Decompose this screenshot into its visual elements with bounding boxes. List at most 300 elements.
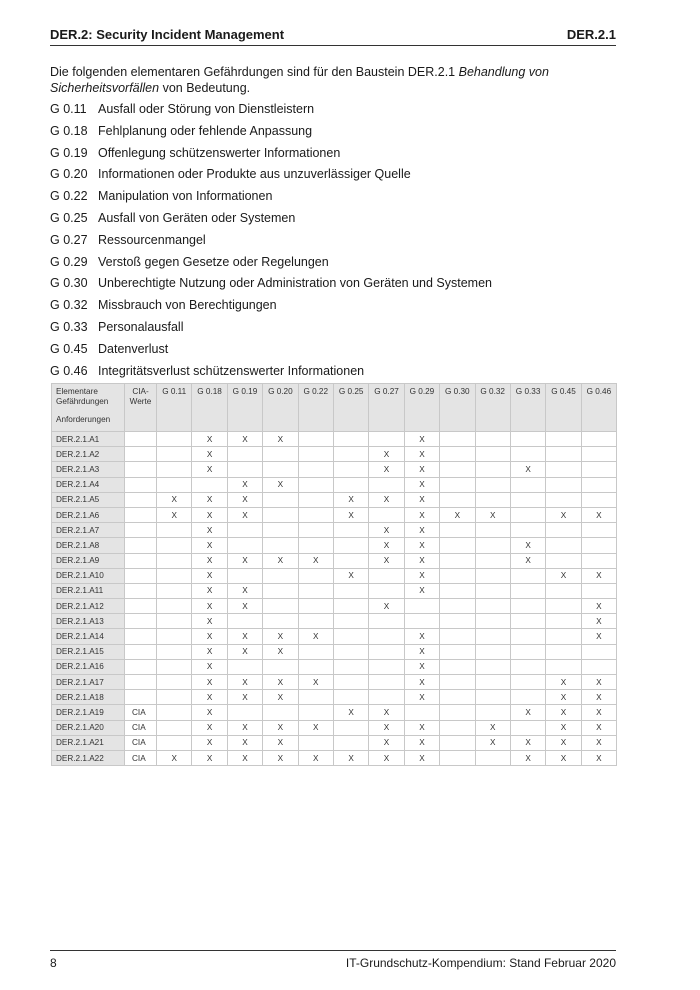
empty-cell [263,447,298,462]
empty-cell [475,492,510,507]
mark-cell: X [510,750,545,765]
threat-item [50,273,620,295]
empty-cell [263,507,298,522]
threat-code: G 0.33 [50,319,88,334]
mark-cell: X [546,720,581,735]
mark-cell: X [192,553,227,568]
empty-cell [510,523,545,538]
empty-cell [157,644,192,659]
threat-column-header: G 0.19 [227,384,262,432]
mark-cell: X [227,492,262,507]
mark-cell: X [333,507,368,522]
mark-cell: X [333,492,368,507]
mark-cell: X [369,538,404,553]
empty-cell [440,447,475,462]
table-row [52,599,617,614]
mark-cell: X [581,507,616,522]
requirement-id-cell: DER.2.1.A17 [52,675,125,690]
empty-cell [157,735,192,750]
threat-label: Ressourcenmangel [98,232,206,247]
empty-cell [263,568,298,583]
empty-cell [333,690,368,705]
mark-cell: X [369,523,404,538]
empty-cell [263,492,298,507]
mark-cell: X [192,705,227,720]
empty-cell [157,477,192,492]
empty-cell [333,659,368,674]
mark-cell: X [404,462,439,477]
mark-cell: X [581,750,616,765]
empty-cell [475,644,510,659]
threat-item [50,317,620,339]
empty-cell [298,659,333,674]
mark-cell: X [192,523,227,538]
threat-code: G 0.25 [50,210,88,225]
empty-cell [510,447,545,462]
empty-cell [546,553,581,568]
mark-cell: X [404,553,439,568]
empty-cell [440,644,475,659]
empty-cell [475,447,510,462]
mark-cell: X [404,735,439,750]
empty-cell [546,538,581,553]
empty-cell [369,568,404,583]
empty-cell [510,583,545,598]
mark-cell: X [510,462,545,477]
empty-cell [440,432,475,447]
empty-cell [546,477,581,492]
table-row [52,553,617,568]
empty-cell [510,720,545,735]
empty-cell [157,523,192,538]
empty-cell [263,583,298,598]
empty-cell [298,507,333,522]
mark-cell: X [546,705,581,720]
empty-cell [510,690,545,705]
empty-cell [440,675,475,690]
threat-item [50,143,620,165]
table-row [52,705,617,720]
empty-cell [581,583,616,598]
empty-cell [510,659,545,674]
threat-code: G 0.18 [50,123,88,138]
empty-cell [333,644,368,659]
empty-cell [298,644,333,659]
threat-code: G 0.46 [50,363,88,378]
threat-code: G 0.11 [50,102,87,116]
empty-cell [298,705,333,720]
empty-cell [546,659,581,674]
requirement-id-cell: DER.2.1.A1 [52,432,125,447]
mark-cell: X [192,675,227,690]
mark-cell: X [157,750,192,765]
mark-cell: X [404,568,439,583]
mark-cell: X [581,629,616,644]
mark-cell: X [157,492,192,507]
cia-value-cell [125,492,157,507]
empty-cell [510,477,545,492]
threat-label: Informationen oder Produkte aus unzuverlässiger Quelle [98,167,411,182]
cia-value-cell [125,462,157,477]
mark-cell: X [227,720,262,735]
requirement-id-cell: DER.2.1.A21 [52,735,125,750]
cia-value-cell [125,553,157,568]
mark-cell: X [263,432,298,447]
empty-cell [475,690,510,705]
empty-cell [298,583,333,598]
mark-cell: X [475,507,510,522]
requirement-id-cell: DER.2.1.A6 [52,507,125,522]
table-row [52,507,617,522]
mark-cell: X [227,507,262,522]
mark-cell: X [510,538,545,553]
empty-cell [333,477,368,492]
empty-cell [298,614,333,629]
mark-cell: X [192,735,227,750]
threat-column-header: G 0.45 [546,384,581,432]
mark-cell: X [192,644,227,659]
empty-cell [440,750,475,765]
mark-cell: X [404,538,439,553]
mark-cell: X [369,705,404,720]
mark-cell: X [298,720,333,735]
requirement-id-cell: DER.2.1.A19 [52,705,125,720]
table-row [52,644,617,659]
mark-cell: X [192,614,227,629]
empty-cell [369,477,404,492]
empty-cell [510,629,545,644]
empty-cell [157,614,192,629]
empty-cell [475,523,510,538]
empty-cell [475,614,510,629]
empty-cell [333,583,368,598]
threat-label: Personalausfall [98,319,184,334]
empty-cell [227,614,262,629]
mark-cell: X [227,599,262,614]
empty-cell [546,492,581,507]
cia-header-line1: CIA- [132,387,149,396]
threat-column-header: G 0.46 [581,384,616,432]
threat-label: Integritätsverlust schützenswerter Informationen [98,363,365,378]
mark-cell: X [546,735,581,750]
empty-cell [157,720,192,735]
empty-cell [298,462,333,477]
mark-cell: X [298,629,333,644]
empty-cell [157,599,192,614]
mark-cell: X [192,750,227,765]
empty-cell [333,538,368,553]
threat-item [50,99,620,121]
empty-cell [475,568,510,583]
requirement-id-cell: DER.2.1.A11 [52,583,125,598]
requirement-id-cell: DER.2.1.A14 [52,629,125,644]
mark-cell: X [581,690,616,705]
threat-code: G 0.45 [50,341,88,356]
empty-cell [581,644,616,659]
mark-cell: X [263,644,298,659]
mark-cell: X [227,629,262,644]
empty-cell [369,614,404,629]
empty-cell [369,583,404,598]
empty-cell [157,705,192,720]
threat-column-header: G 0.11 [157,384,192,432]
empty-cell [510,614,545,629]
empty-cell [510,675,545,690]
empty-cell [440,477,475,492]
empty-cell [581,447,616,462]
empty-cell [510,568,545,583]
mark-cell: X [404,659,439,674]
empty-cell [581,492,616,507]
mark-cell: X [510,735,545,750]
empty-cell [157,675,192,690]
mark-cell: X [263,675,298,690]
table-row [52,690,617,705]
empty-cell [333,523,368,538]
empty-cell [440,599,475,614]
cia-value-cell [125,629,157,644]
mark-cell: X [510,705,545,720]
empty-cell [369,659,404,674]
empty-cell [440,614,475,629]
mark-cell: X [192,690,227,705]
mark-cell: X [227,432,262,447]
empty-cell [298,447,333,462]
empty-cell [475,462,510,477]
mark-cell: X [404,492,439,507]
mark-cell: X [192,462,227,477]
mark-cell: X [192,432,227,447]
empty-cell [475,750,510,765]
empty-cell [475,538,510,553]
header-module-id: DER.2.1 [566,27,616,42]
mark-cell: X [263,553,298,568]
empty-cell [263,614,298,629]
table-row [52,750,617,765]
mark-cell: X [298,553,333,568]
threat-label: Verstoß gegen Gesetze oder Regelungen [98,254,329,269]
mark-cell: X [333,750,368,765]
empty-cell [440,583,475,598]
threat-column-header: G 0.29 [404,384,439,432]
empty-cell [546,462,581,477]
threat-code: G 0.19 [50,145,88,160]
mark-cell: X [581,599,616,614]
corner-header-cell [52,384,125,432]
mark-cell: X [404,507,439,522]
threat-item [50,208,620,230]
threat-item [50,252,620,274]
mark-cell: X [404,583,439,598]
mark-cell: X [475,735,510,750]
cia-value-cell: CIA [125,705,157,720]
empty-cell [298,599,333,614]
empty-cell [227,659,262,674]
empty-cell [157,659,192,674]
empty-cell [581,432,616,447]
cia-value-cell [125,507,157,522]
mark-cell: X [333,705,368,720]
mark-cell: X [546,750,581,765]
empty-cell [333,462,368,477]
empty-cell [333,629,368,644]
cia-value-cell [125,614,157,629]
requirement-id-cell: DER.2.1.A18 [52,690,125,705]
mark-cell: X [263,720,298,735]
mark-cell: X [404,523,439,538]
requirement-id-cell: DER.2.1.A13 [52,614,125,629]
header-title: DER.2: Security Incident Management [50,27,285,42]
mark-cell: X [192,659,227,674]
threat-code: G 0.22 [50,189,88,204]
threat-code: G 0.32 [50,298,88,313]
requirement-id-cell: DER.2.1.A15 [52,644,125,659]
empty-cell [333,720,368,735]
mark-cell: X [298,675,333,690]
cia-value-cell [125,675,157,690]
threat-code: G 0.29 [50,254,88,269]
empty-cell [192,477,227,492]
empty-cell [475,629,510,644]
mark-cell: X [404,750,439,765]
empty-cell [298,735,333,750]
empty-cell [510,432,545,447]
corner-label-requirements: Anforderungen [56,415,111,424]
cia-value-cell: CIA [125,750,157,765]
empty-cell [298,523,333,538]
empty-cell [581,477,616,492]
page-number: 8 [50,956,57,970]
empty-cell [546,614,581,629]
mark-cell: X [546,507,581,522]
empty-cell [227,523,262,538]
threat-code: G 0.27 [50,232,88,247]
empty-cell [546,629,581,644]
empty-cell [369,507,404,522]
empty-cell [510,507,545,522]
empty-cell [440,705,475,720]
empty-cell [333,447,368,462]
empty-cell [440,492,475,507]
cia-value-cell [125,690,157,705]
threat-column-header: G 0.25 [333,384,368,432]
cia-value-cell [125,538,157,553]
mark-cell: X [263,477,298,492]
empty-cell [263,523,298,538]
page-footer [50,950,616,970]
requirement-id-cell: DER.2.1.A9 [52,553,125,568]
threat-label: Ausfall oder Störung von Dienstleistern [98,102,315,116]
table-header-row [52,384,617,432]
mark-cell: X [263,735,298,750]
mark-cell: X [404,690,439,705]
table-row [52,523,617,538]
corner-label-line1: Elementare [56,387,98,396]
empty-cell [440,523,475,538]
cia-value-cell [125,568,157,583]
empty-cell [157,432,192,447]
empty-cell [581,523,616,538]
mark-cell: X [581,614,616,629]
empty-cell [546,644,581,659]
intro-module-name: Behandlung von Sicherheitsvorfällen [50,65,549,95]
mark-cell: X [404,447,439,462]
threat-item [50,339,620,361]
empty-cell [157,583,192,598]
mark-cell: X [192,583,227,598]
cia-value-cell [125,644,157,659]
mark-cell: X [581,720,616,735]
cross-reference-table [51,383,617,766]
table-row [52,477,617,492]
empty-cell [333,599,368,614]
requirement-id-cell: DER.2.1.A4 [52,477,125,492]
empty-cell [440,720,475,735]
mark-cell: X [581,735,616,750]
empty-cell [157,568,192,583]
mark-cell: X [369,462,404,477]
threat-label: Offenlegung schützenswerter Informationen [98,145,341,160]
mark-cell: X [404,432,439,447]
table-row [52,614,617,629]
empty-cell [227,462,262,477]
requirement-id-cell: DER.2.1.A12 [52,599,125,614]
threat-label: Unberechtigte Nutzung oder Administration von Geräten und Systemen [98,276,492,291]
empty-cell [263,705,298,720]
empty-cell [440,462,475,477]
threat-item [50,361,620,383]
empty-cell [333,614,368,629]
mark-cell: X [227,675,262,690]
empty-cell [546,583,581,598]
empty-cell [546,447,581,462]
threat-item [50,230,620,252]
mark-cell: X [440,507,475,522]
empty-cell [440,629,475,644]
mark-cell: X [369,735,404,750]
empty-cell [263,538,298,553]
cia-value-cell [125,523,157,538]
table-row [52,432,617,447]
mark-cell: X [192,492,227,507]
mark-cell: X [263,690,298,705]
empty-cell [298,538,333,553]
mark-cell: X [192,568,227,583]
table-row [52,492,617,507]
intro-text-end: von Bedeutung. [159,81,251,95]
table-row [52,538,617,553]
empty-cell [157,553,192,568]
mark-cell: X [157,507,192,522]
mark-cell: X [546,568,581,583]
empty-cell [298,690,333,705]
empty-cell [546,432,581,447]
threat-label: Datenverlust [98,341,169,356]
requirement-id-cell: DER.2.1.A20 [52,720,125,735]
threat-item [50,121,620,143]
cia-value-cell [125,447,157,462]
empty-cell [546,599,581,614]
empty-cell [440,735,475,750]
threat-column-header: G 0.32 [475,384,510,432]
cia-value-cell: CIA [125,720,157,735]
mark-cell: X [404,720,439,735]
empty-cell [510,644,545,659]
threat-code: G 0.30 [50,276,88,291]
table-row [52,447,617,462]
requirement-id-cell: DER.2.1.A7 [52,523,125,538]
mark-cell: X [192,629,227,644]
